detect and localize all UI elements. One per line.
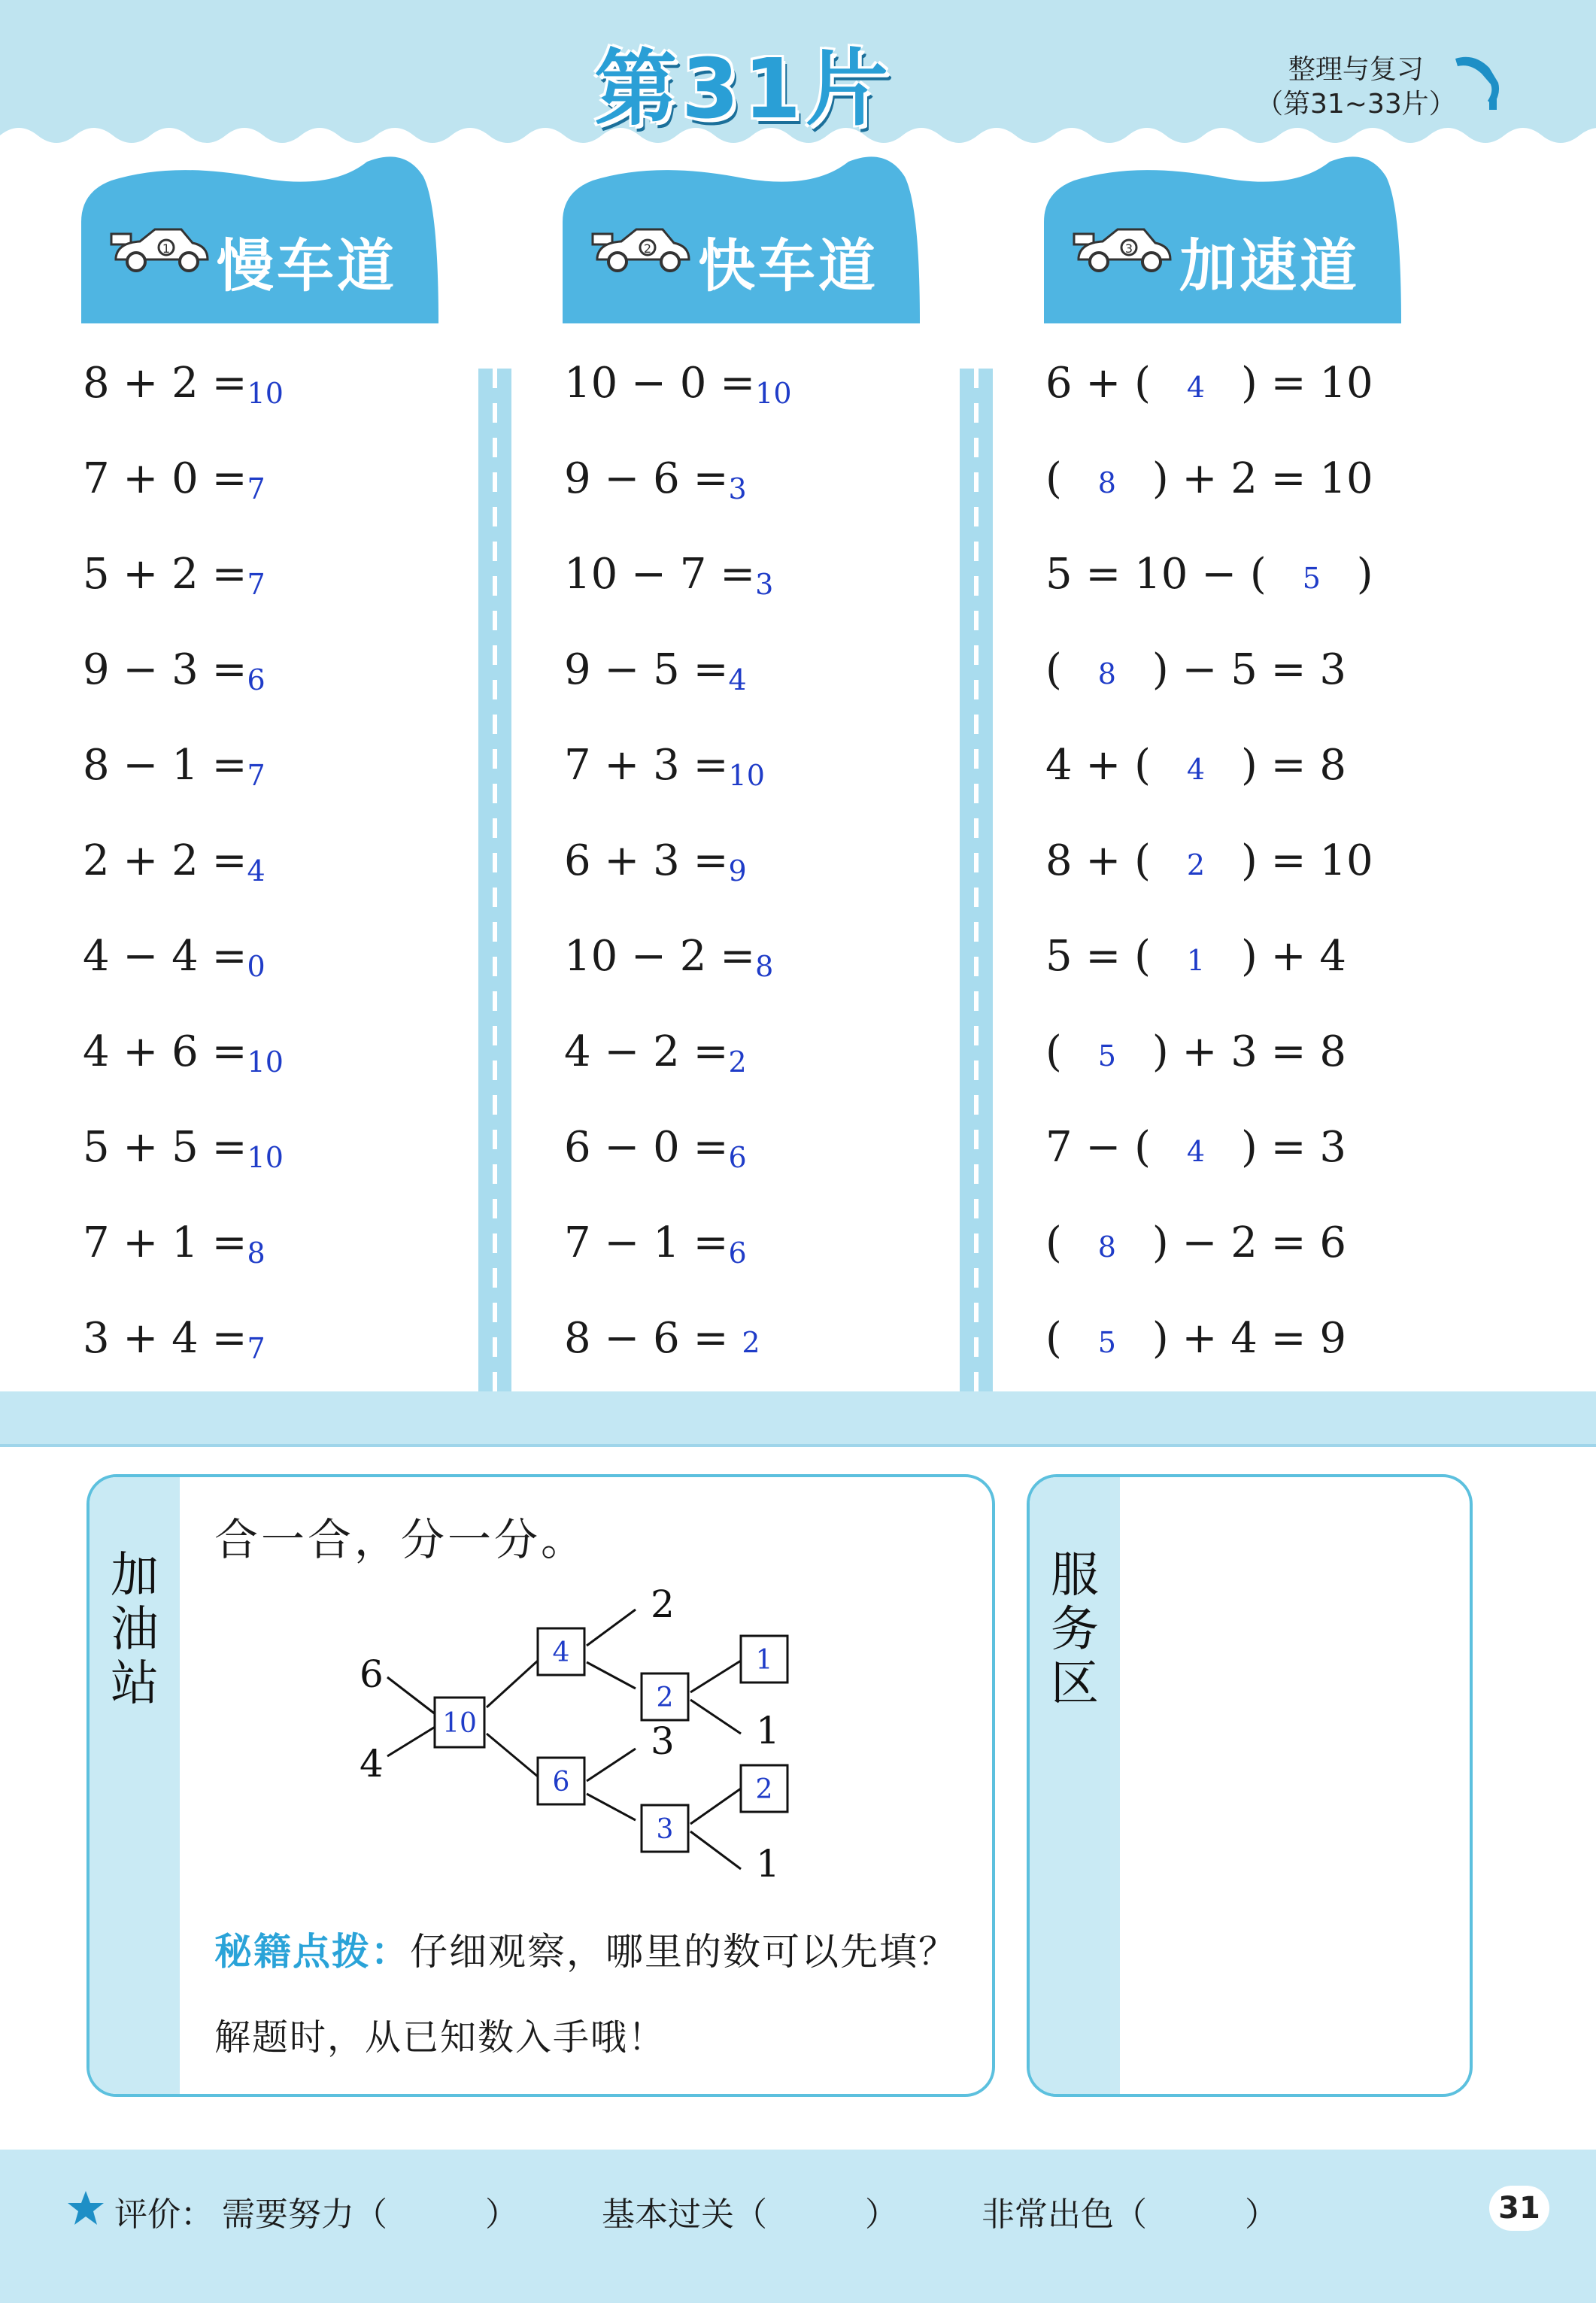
number-bond-tree bbox=[331, 1579, 812, 1910]
answer[interactable]: 7 bbox=[247, 472, 265, 505]
lower-answer[interactable]: 6 bbox=[552, 1767, 570, 1798]
race-car-icon bbox=[591, 220, 693, 281]
star-icon bbox=[66, 2189, 105, 2228]
answer[interactable]: 10 bbox=[247, 377, 284, 410]
equation: 5 + 2 = bbox=[83, 550, 247, 599]
equation-row bbox=[83, 927, 265, 987]
tip-line-2: 解题时，从已知数入手哦！ bbox=[214, 2016, 666, 2059]
answer[interactable]: 1 bbox=[1186, 944, 1206, 977]
rating-label: 需要努力（ bbox=[222, 2195, 387, 2234]
left-bottom-number: 4 bbox=[360, 1742, 384, 1786]
answer[interactable]: 4 bbox=[247, 854, 265, 888]
evaluation-label: 评价： bbox=[114, 2195, 214, 2234]
equation-row bbox=[1045, 353, 1373, 414]
rating-close: ） bbox=[1245, 2195, 1278, 2234]
rating-label: 非常出色（ bbox=[982, 2195, 1147, 2234]
answer[interactable]: 10 bbox=[755, 377, 792, 410]
page-number: 31 bbox=[1489, 2186, 1549, 2231]
equation: 7 + 0 = bbox=[83, 454, 247, 503]
equation-row bbox=[1045, 1213, 1346, 1273]
equation-row bbox=[83, 449, 265, 509]
equation: 9 − 5 = bbox=[564, 645, 729, 694]
equation-row bbox=[564, 449, 747, 509]
service-box bbox=[1027, 1474, 1473, 2097]
equation-row bbox=[564, 736, 765, 796]
equation: 4 + 6 = bbox=[83, 1027, 247, 1076]
answer[interactable]: 4 bbox=[1186, 753, 1206, 786]
upper-mid-answer[interactable]: 2 bbox=[656, 1682, 674, 1713]
equation-left: ( bbox=[1045, 1218, 1062, 1267]
answer[interactable]: 7 bbox=[247, 1332, 265, 1365]
equation-right: ) = 8 bbox=[1241, 741, 1346, 790]
unit-range: （第31~33片） bbox=[1256, 89, 1456, 120]
equation: 4 − 2 = bbox=[564, 1027, 729, 1076]
equation-right: ) + 3 = 8 bbox=[1151, 1027, 1347, 1076]
rating-label: 基本过关（ bbox=[602, 2195, 767, 2234]
answer[interactable]: 3 bbox=[755, 568, 774, 601]
equation-row bbox=[564, 831, 747, 891]
equation-left: ( bbox=[1045, 454, 1062, 503]
lower-leaf-bottom-number: 1 bbox=[756, 1842, 780, 1886]
equation-right: ) + 4 = 9 bbox=[1151, 1314, 1347, 1363]
answer[interactable]: 8 bbox=[247, 1236, 265, 1270]
answer[interactable]: 8 bbox=[755, 950, 774, 983]
equation-row bbox=[1045, 1022, 1346, 1082]
lower-leaf-answer[interactable]: 2 bbox=[755, 1774, 773, 1805]
equation-left: 6 + ( bbox=[1045, 359, 1151, 408]
rating-close: ） bbox=[865, 2195, 898, 2234]
lower-right-number: 3 bbox=[651, 1719, 675, 1763]
equation-right: ) = 3 bbox=[1241, 1123, 1346, 1172]
race-car-icon bbox=[110, 220, 211, 281]
tab-label: 快车道 bbox=[698, 232, 878, 299]
car-number: 2 bbox=[643, 241, 652, 256]
answer[interactable]: 2 bbox=[1186, 848, 1206, 881]
equation-row bbox=[83, 736, 265, 796]
equation-row bbox=[1045, 449, 1373, 509]
tab-accel-lane bbox=[1044, 154, 1401, 323]
answer[interactable]: 6 bbox=[728, 1236, 747, 1270]
equation-row bbox=[1045, 927, 1346, 987]
equation-left: ( bbox=[1045, 1314, 1062, 1363]
answer[interactable]: 5 bbox=[1302, 562, 1321, 595]
rating-needs-work[interactable] bbox=[222, 2187, 518, 2235]
answer[interactable]: 4 bbox=[1186, 371, 1206, 404]
equation-right: ) − 2 = 6 bbox=[1151, 1218, 1347, 1267]
equation: 7 − 1 = bbox=[564, 1218, 729, 1267]
equation-row bbox=[83, 353, 284, 414]
tip-text: 仔细观察，哪里的数可以先填？ bbox=[410, 1930, 957, 1974]
tab-fast-lane bbox=[563, 154, 920, 323]
answer[interactable]: 8 bbox=[1097, 466, 1116, 499]
equation-right: ) = 10 bbox=[1241, 359, 1373, 408]
unit-title: 整理与复习 bbox=[1288, 54, 1424, 85]
equation: 10 − 7 = bbox=[564, 550, 756, 599]
equation-row bbox=[564, 1022, 747, 1082]
tab-slow-lane bbox=[81, 154, 438, 323]
equation-row bbox=[1045, 545, 1373, 605]
equation: 7 + 3 = bbox=[564, 741, 729, 790]
answer[interactable]: 3 bbox=[728, 472, 747, 505]
equation-left: 7 − ( bbox=[1045, 1123, 1151, 1172]
section-divider bbox=[0, 1444, 1596, 1447]
equation-left: ( bbox=[1045, 1027, 1062, 1076]
equation-row bbox=[1045, 640, 1346, 700]
tab-label: 慢车道 bbox=[217, 232, 397, 299]
equation: 10 − 0 = bbox=[564, 359, 756, 408]
answer[interactable]: 8 bbox=[1097, 657, 1116, 690]
equation-row bbox=[83, 1309, 265, 1369]
race-car-icon bbox=[1073, 220, 1174, 281]
equation: 7 + 1 = bbox=[83, 1218, 247, 1267]
equation-row bbox=[1045, 736, 1346, 796]
equation-row bbox=[83, 831, 265, 891]
equation: 4 − 4 = bbox=[83, 932, 247, 981]
upper-answer[interactable]: 4 bbox=[552, 1637, 570, 1668]
tip-line bbox=[214, 1922, 957, 1976]
answer[interactable]: 0 bbox=[247, 950, 265, 983]
equation-row bbox=[564, 353, 792, 414]
equation-row bbox=[564, 927, 773, 987]
equation-right: ) − 5 = 3 bbox=[1151, 645, 1347, 694]
rating-close: ） bbox=[485, 2195, 518, 2234]
equation: 9 − 3 = bbox=[83, 645, 247, 694]
upper-right-number: 2 bbox=[651, 1582, 675, 1626]
equation-left: 4 + ( bbox=[1045, 741, 1151, 790]
equation-row bbox=[83, 1022, 284, 1082]
equation-row bbox=[83, 640, 265, 700]
upper-leaf-bottom-number: 1 bbox=[756, 1709, 780, 1752]
equation-right: ) = 10 bbox=[1241, 836, 1373, 885]
equation-row bbox=[564, 545, 773, 605]
equation-row bbox=[564, 1213, 747, 1273]
equation-right: ) bbox=[1356, 550, 1373, 599]
lane-divider bbox=[960, 369, 993, 1391]
root-answer[interactable]: 10 bbox=[442, 1708, 477, 1739]
equation-row bbox=[83, 1213, 265, 1273]
answer[interactable]: 6 bbox=[728, 1141, 747, 1174]
lower-mid-answer[interactable]: 3 bbox=[656, 1814, 674, 1845]
answer[interactable]: 10 bbox=[728, 759, 765, 792]
equation: 8 + 2 = bbox=[83, 359, 247, 408]
equation-left: 8 + ( bbox=[1045, 836, 1151, 885]
answer[interactable]: 7 bbox=[247, 759, 265, 792]
equation: 2 + 2 = bbox=[83, 836, 247, 885]
answer[interactable]: 7 bbox=[247, 568, 265, 601]
rating-excellent[interactable] bbox=[982, 2187, 1278, 2235]
service-label: 服务区 bbox=[1051, 1548, 1099, 1712]
equation-row bbox=[564, 1118, 747, 1178]
equation-row bbox=[83, 545, 265, 605]
answer[interactable]: 10 bbox=[247, 1141, 284, 1174]
car-number: 3 bbox=[1124, 241, 1133, 256]
answer[interactable]: 2 bbox=[728, 1045, 747, 1079]
equation: 6 + 3 = bbox=[564, 836, 729, 885]
answer[interactable]: 4 bbox=[1186, 1135, 1206, 1168]
equation-left: 5 = 10 − ( bbox=[1045, 550, 1267, 599]
tip-label: 秘籍点拨： bbox=[214, 1930, 410, 1974]
left-top-number: 6 bbox=[360, 1652, 384, 1696]
equation: 8 − 1 = bbox=[83, 741, 247, 790]
section-band bbox=[0, 1391, 1596, 1444]
answer[interactable]: 5 bbox=[1097, 1326, 1116, 1359]
equation: 3 + 4 = bbox=[83, 1314, 247, 1363]
page-title: 第31片 bbox=[594, 41, 894, 137]
answer[interactable]: 4 bbox=[728, 663, 747, 696]
answer[interactable]: 2 bbox=[742, 1326, 760, 1359]
answer[interactable]: 9 bbox=[728, 854, 747, 888]
equation-row bbox=[564, 1309, 760, 1369]
equation: 6 − 0 = bbox=[564, 1123, 729, 1172]
rating-passed[interactable] bbox=[602, 2187, 898, 2235]
equation: 9 − 6 = bbox=[564, 454, 729, 503]
equation-row bbox=[1045, 1118, 1346, 1178]
equation-row bbox=[1045, 831, 1373, 891]
equation-left: ( bbox=[1045, 645, 1062, 694]
equation-row bbox=[1045, 1309, 1346, 1369]
equation-row bbox=[564, 640, 747, 700]
fuel-nozzle-icon bbox=[1452, 53, 1504, 113]
equation-right: ) + 4 bbox=[1241, 932, 1346, 981]
equation: 8 − 6 = bbox=[564, 1314, 729, 1363]
equation-left: 5 = ( bbox=[1045, 932, 1151, 981]
equation: 10 − 2 = bbox=[564, 932, 756, 981]
unit-label bbox=[1256, 53, 1456, 122]
lane-divider bbox=[478, 369, 511, 1391]
equation: 5 + 5 = bbox=[83, 1123, 247, 1172]
equation-right: ) + 2 = 10 bbox=[1151, 454, 1373, 503]
answer[interactable]: 8 bbox=[1097, 1230, 1116, 1264]
car-number: 1 bbox=[162, 241, 171, 256]
task-instruction: 合一合，分一分。 bbox=[214, 1514, 588, 1565]
upper-leaf-answer[interactable]: 1 bbox=[755, 1645, 773, 1676]
tab-label: 加速道 bbox=[1179, 232, 1360, 299]
answer[interactable]: 5 bbox=[1097, 1039, 1116, 1073]
station-label: 加油站 bbox=[111, 1548, 159, 1712]
answer[interactable]: 10 bbox=[247, 1045, 284, 1079]
equation-row bbox=[83, 1118, 284, 1178]
answer[interactable]: 6 bbox=[247, 663, 265, 696]
